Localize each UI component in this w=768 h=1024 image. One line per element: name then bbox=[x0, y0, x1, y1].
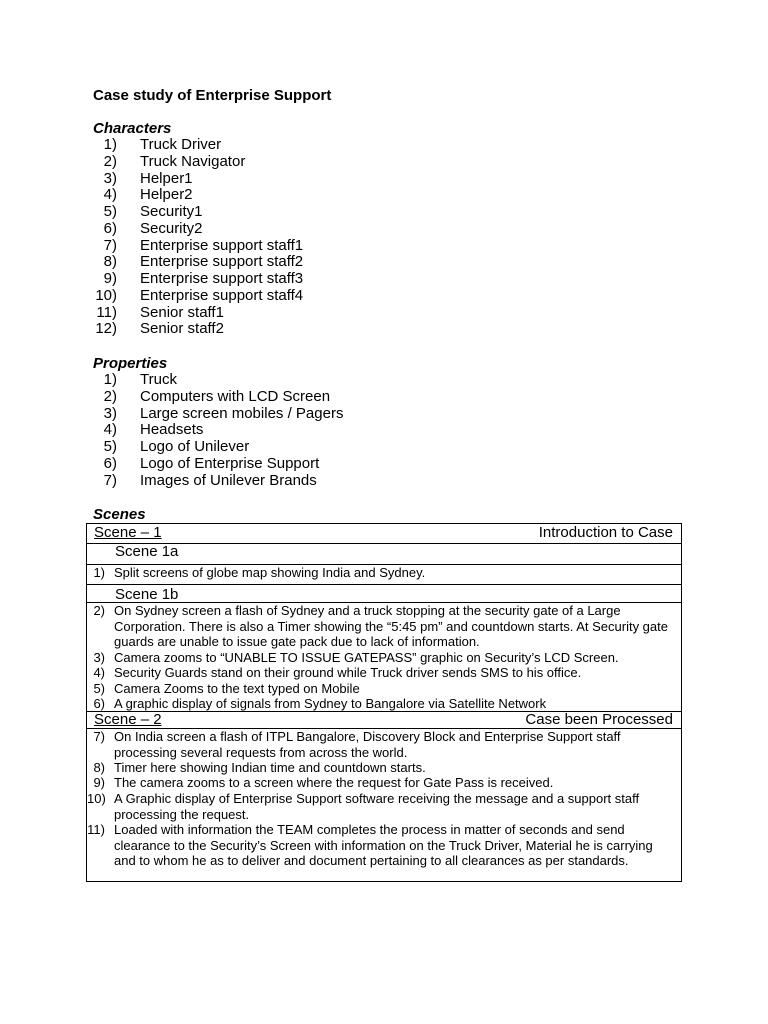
properties-heading: Properties bbox=[93, 355, 168, 372]
scene-2-label: Scene – 2 bbox=[94, 711, 162, 728]
document-title: Case study of Enterprise Support bbox=[93, 87, 332, 104]
scenes-table: Scene – 1 Introduction to Case Scene 1a 1) Split screens of globe map showing India and Sydney. Scene 1b 2) On Sydney screen a flash of Sydney and a truck stopping at the security gate of a Large Corporation. There is also a Timer showing the “5:45 pm” and countdown starts. At Security gate guards are unable to issue gate pack due to lack of information. 3) Camera zooms to “UNABLE TO ISSUE GATEPASS” graphic on Security’s LCD Screen. 4) Security Guards stand on their ground while Truck driver sends SMS to his office. 5) Camera Zooms to the text typed on Mobile 6) A graphic display of signals from Sydney to Bangalore via Satellite Network Scene – 2 Case been Processed 7) On India screen a flash of ITPL Bangalore, Discovery Block and Enterprise Support staff processing several requests from across the world. 8) Timer here showing Indian time and countdown starts. 9) The camera zooms to a screen where the request for Gate Pass is received. 10) A Graphic display of Enterprise Support software receiving the message and a support staff processing the request. 11) Loaded with information the TEAM completes the process in matter of seconds and send clearance to the Security’s Screen with information on the Truck Driver, Material he is carrying and to whom he as to deliver and document pertaining to all clearances as per standards. bbox=[86, 523, 682, 882]
table-divider bbox=[87, 584, 681, 585]
scene-1-label: Scene – 1 bbox=[94, 524, 162, 541]
scene-2-description: Case been Processed bbox=[525, 711, 673, 728]
scene-1b-heading: Scene 1b bbox=[115, 586, 179, 603]
scenes-heading: Scenes bbox=[93, 506, 146, 523]
document-page: Case study of Enterprise Support Characters 1) Truck Driver 2) Truck Navigator 3) Helper1 4) Helper2 5) Security1 6) Security2 7) Enterprise support staff1 8) Enterprise support staff2 9) Enterprise support staff3 10) Enterprise support staff4 11) Senior staff1 12) Senior staff2 Properties 1) Truck 2) Computers with LCD Screen 3) Large screen mobiles / Pagers 4) Headsets 5) Logo of Unilever 6) Logo of Enterprise Support 7) Images of Unilever Brands Scenes Scene – 1 Introduction to Case Scene 1a 1) Split screens of globe map showing India and Sydney. Scene 1b 2) On Sydney screen a flash of Sydney and a truck stopping at the security gate of a Large Corporation. There is also a Timer showing the “5:45 pm” and countdown starts. At Security gate guards are unable to issue gate pack due to lack of information. 3) Camera zooms to “UNABLE TO ISSUE GATEPASS” graphic on Security’s LCD Screen. 4) Security Guards stand on their ground while Truck driver sends SMS to his office. 5) Camera Zooms to the text typed on Mobile 6) A graphic display of signals from Sydney to Bangalore via Satellite Network Scene – 2 Case been Processed 7) On India screen a flash of ITPL Bangalore, Discovery Block and Enterprise Support staff processing several requests from across the world. 8) Timer here showing Indian time and countdown starts. 9) The camera zooms to a screen where the request for Gate Pass is received. 10) A Graphic display of Enterprise Support software receiving the message and a support staff processing the request. 11) Loaded with information the TEAM completes the process in matter of seconds and send clearance to the Security’s Screen with information on the Truck Driver, Material he is carrying and to whom he as to deliver and document pertaining to all clearances as per standards. bbox=[0, 0, 768, 1024]
characters-heading: Characters bbox=[93, 120, 172, 137]
scene-1a-heading: Scene 1a bbox=[115, 543, 179, 560]
scene-1-description: Introduction to Case bbox=[538, 524, 673, 541]
